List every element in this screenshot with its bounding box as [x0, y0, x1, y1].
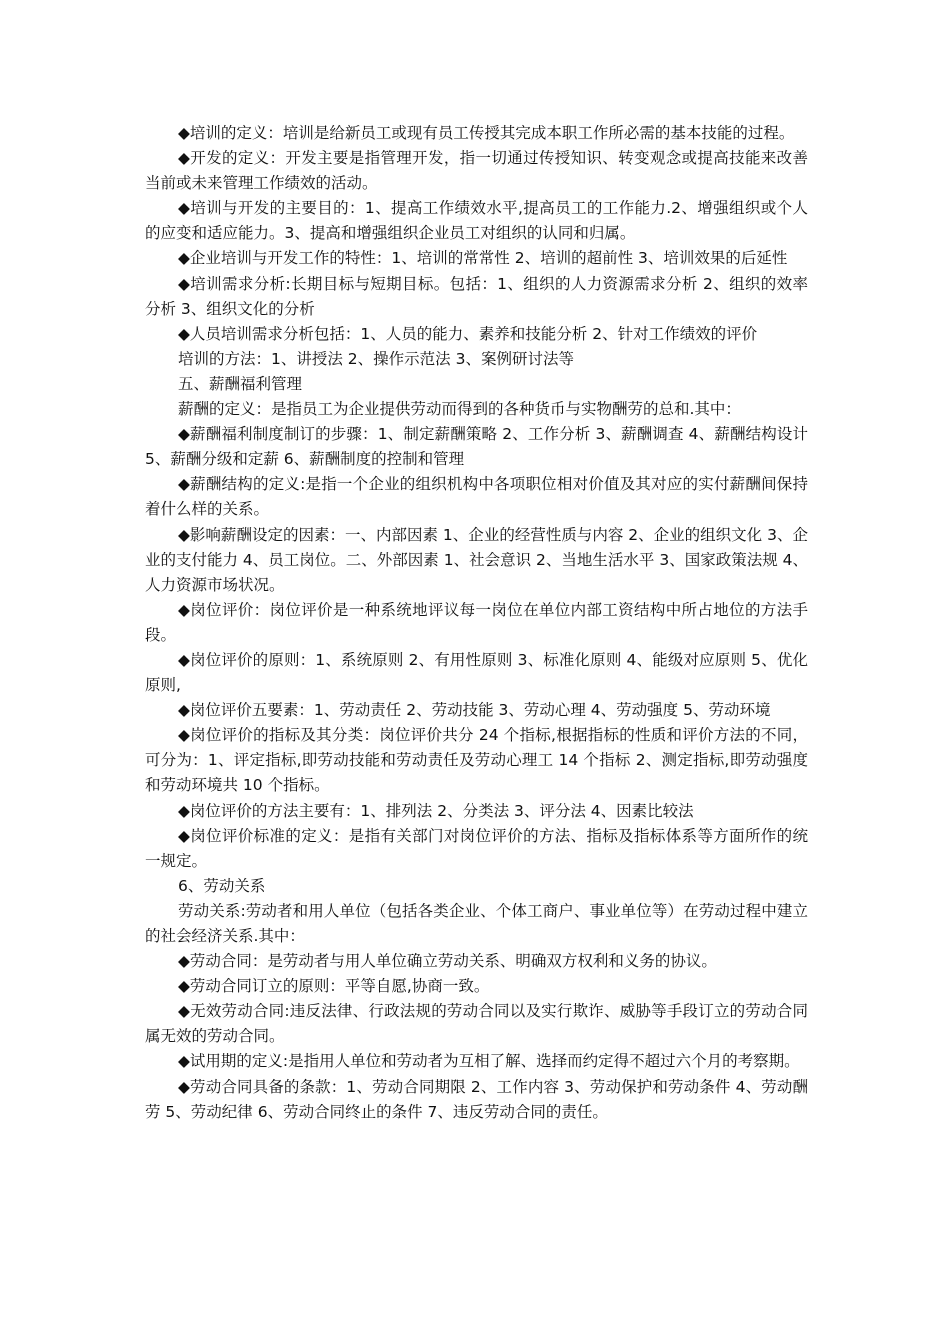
- paragraph-job-evaluation: ◆岗位评价：岗位评价是一种系统地评议每一岗位在单位内部工资结构中所占地位的方法手段。: [145, 600, 808, 644]
- paragraph-training-needs-analysis: ◆培训需求分析:长期目标与短期目标。包括：1、组织的人力资源需求分析 2、组织的效率分析 3、组织文化的分析: [145, 274, 808, 318]
- paragraph-job-evaluation-principles: ◆岗位评价的原则：1、系统原则 2、有用性原则 3、标准化原则 4、能级对应原则 5、优化原则,: [145, 650, 808, 695]
- paragraph-training-characteristics: ◆企业培训与开发工作的特性：1、培训的常常性 2、培训的超前性 3、培训效果的后延性: [178, 249, 788, 268]
- paragraph-probation-period: ◆试用期的定义:是指用人单位和劳动者为互相了解、选择而约定得不超过六个月的考察期。: [178, 1052, 800, 1071]
- paragraph-job-evaluation-indicators: ◆岗位评价的指标及其分类：岗位评价共分 24 个指标,根据指标的性质和评价方法的不同，可分为：1、评定指标,即劳动技能和劳动责任及劳动心理工 14 个指标 2、测定指标,即劳动强度和劳动环境共 10 个指标。: [145, 726, 808, 795]
- paragraph-contract-principles: ◆劳动合同订立的原则：平等自愿,协商一致。: [178, 977, 490, 996]
- paragraph-labor-contract: ◆劳动合同：是劳动者与用人单位确立劳动关系、明确双方权利和义务的协议。: [178, 952, 717, 971]
- paragraph-training-methods: 培训的方法：1、讲授法 2、操作示范法 3、案例研讨法等: [178, 349, 574, 368]
- paragraph-job-evaluation-methods: ◆岗位评价的方法主要有：1、排列法 2、分类法 3、评分法 4、因素比较法: [178, 801, 694, 820]
- paragraph-invalid-contract: ◆无效劳动合同:违反法律、行政法规的劳动合同以及实行欺诈、威胁等手段订立的劳动合同属无效的劳动合同。: [145, 1002, 808, 1046]
- paragraph-contract-clauses: ◆劳动合同具备的条款：1、劳动合同期限 2、工作内容 3、劳动保护和劳动条件 4、劳动酬劳 5、劳动纪律 6、劳动合同终止的条件 7、违反劳动合同的责任。: [145, 1077, 808, 1121]
- paragraph-compensation-definition: 薪酬的定义：是指员工为企业提供劳动而得到的各种货币与实物酬劳的总和.其中：: [178, 400, 741, 419]
- paragraph-job-evaluation-standard: ◆岗位评价标准的定义：是指有关部门对岗位评价的方法、指标及指标体系等方面所作的统一规定。: [145, 826, 808, 870]
- paragraph-labor-relations-definition: 劳动关系:劳动者和用人单位（包括各类企业、个体工商户、事业单位等）在劳动过程中建立的社会经济关系.其中：: [145, 901, 808, 945]
- section-heading-compensation: 五、薪酬福利管理: [178, 374, 303, 393]
- paragraph-job-evaluation-elements: ◆岗位评价五要素：1、劳动责任 2、劳动技能 3、劳动心理 4、劳动强度 5、劳动环境: [178, 701, 771, 720]
- paragraph-personnel-needs-analysis: ◆人员培训需求分析包括：1、人员的能力、素养和技能分析 2、针对工作绩效的评价: [178, 324, 758, 343]
- paragraph-compensation-structure: ◆薪酬结构的定义:是指一个企业的组织机构中各项职位相对价值及其对应的实付薪酬间保持着什么样的关系。: [145, 475, 808, 519]
- paragraph-training-purpose: ◆培训与开发的主要目的：1、提高工作绩效水平,提高员工的工作能力.2、增强组织或个人的应变和适应能力。3、提高和增强组织企业员工对组织的认同和归属。: [145, 199, 808, 243]
- paragraph-compensation-factors: ◆影响薪酬设定的因素：一、内部因素 1、企业的经营性质与内容 2、企业的组织文化 3、企业的支付能力 4、员工岗位。二、外部因素 1、社会意识 2、当地生活水平 3、国家政策法规 4、人力资源市场状况。: [145, 525, 808, 594]
- section-heading-labor-relations: 6、劳动关系: [178, 876, 266, 895]
- paragraph-training-definition: ◆培训的定义：培训是给新员工或现有员工传授其完成本职工作所必需的基本技能的过程。: [178, 124, 795, 142]
- paragraph-compensation-steps: ◆薪酬福利制度制订的步骤：1、制定薪酬策略 2、工作分析 3、薪酬调查 4、薪酬结构设计 5、薪酬分级和定薪 6、薪酬制度的控制和管理: [145, 425, 808, 469]
- document-body: [145, 121, 808, 1125]
- paragraph-development-definition: ◆开发的定义：开发主要是指管理开发，指一切通过传授知识、转变观念或提高技能来改善当前或未来管理工作绩效的活动。: [145, 149, 808, 193]
